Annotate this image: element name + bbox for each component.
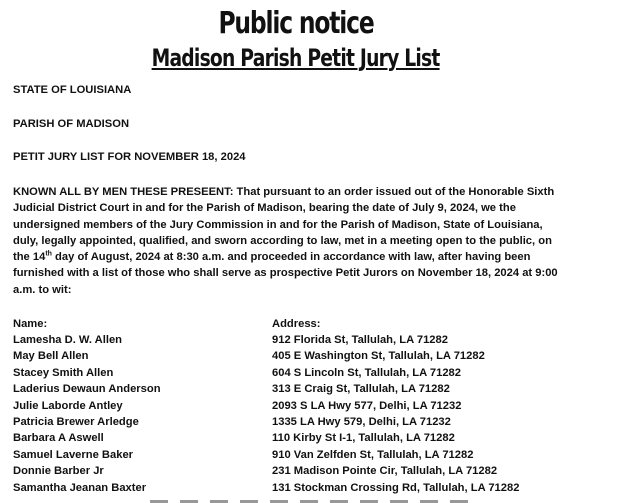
juror-name: Lamesha D. W. Allen	[13, 334, 123, 346]
juror-name: Donnie Barber Jr	[13, 465, 104, 478]
juror-name-list	[13, 332, 161, 496]
juror-name: May Bell Allen	[13, 350, 89, 363]
paragraph-line	[13, 249, 603, 265]
notice-paragraph	[13, 184, 603, 298]
name-column-header: Name:	[13, 318, 48, 330]
parish-line: PARISH OF MADISON	[13, 118, 130, 130]
juror-name: Barbara A Aswell	[13, 432, 104, 445]
paragraph-line: a.m. to wit:	[13, 283, 72, 296]
juror-name: Patricia Brewer Arledge	[13, 416, 139, 429]
paragraph-line: furnished with a list of those who shall serve as prospective Petit Jurors on November 18, 2024 at 9:00	[13, 267, 558, 280]
cropped-next-line	[150, 497, 480, 503]
notice-title: Public notice	[218, 6, 374, 41]
juror-address: 2093 S LA Hwy 577, Delhi, LA 71232	[272, 399, 462, 412]
juror-address: 405 E Washington St, Tallulah, LA 71282	[272, 350, 485, 363]
juror-name: Samantha Jeanan Baxter	[13, 481, 147, 494]
juror-name: Julie Laborde Antley	[13, 399, 123, 412]
juror-address: 131 Stockman Crossing Rd, Tallulah, LA 71282	[272, 481, 520, 494]
paragraph-line: Judicial District Court in and for the Parish of Madison, bearing the date of July 9, 2024, we the	[13, 202, 516, 215]
paragraph-fragment: the 14	[13, 251, 46, 264]
paragraph-line: duly, legally appointed, qualified, and sworn according to law, met in a meeting open to the public, on	[13, 234, 552, 247]
juror-address: 110 Kirby St I-1, Tallulah, LA 71282	[272, 432, 455, 445]
state-line: STATE OF LOUISIANA	[13, 84, 132, 96]
juror-address: 910 Van Zelfden St, Tallulah, LA 71282	[272, 448, 474, 461]
juror-address: 313 E Craig St, Tallulah, LA 71282	[272, 383, 450, 396]
juror-address: 1335 LA Hwy 579, Delhi, LA 71232	[272, 416, 451, 429]
juror-name: Laderius Dewaun Anderson	[13, 383, 161, 396]
juror-address-list	[272, 332, 519, 496]
juror-name: Stacey Smith Allen	[13, 366, 114, 379]
notice-subtitle	[0, 44, 592, 72]
list-title-line: PETIT JURY LIST FOR NOVEMBER 18, 2024	[13, 151, 246, 163]
juror-name: Samuel Laverne Baker	[13, 448, 134, 461]
paragraph-line: KNOWN ALL BY MEN THESE PRESEENT: That pursuant to an order issued out of the Honorable Sixth	[13, 186, 555, 198]
juror-address: 231 Madison Pointe Cir, Tallulah, LA 71282	[272, 465, 498, 478]
paragraph-fragment: day of August, 2024 at 8:30 a.m. and proceeded in accordance with law, after having been	[51, 251, 531, 264]
ordinal-suffix: th	[45, 250, 52, 258]
paragraph-line: undersigned members of the Jury Commission in and for the Parish of Madison, State of Louisiana,	[13, 218, 543, 231]
juror-address: 604 S Lincoln St, Tallulah, LA 71282	[272, 366, 462, 379]
notice-subtitle-text: Madison Parish Petit Jury List	[152, 44, 440, 72]
juror-address: 912 Florida St, Tallulah, LA 71282	[272, 334, 448, 346]
address-column-header: Address:	[272, 318, 321, 330]
